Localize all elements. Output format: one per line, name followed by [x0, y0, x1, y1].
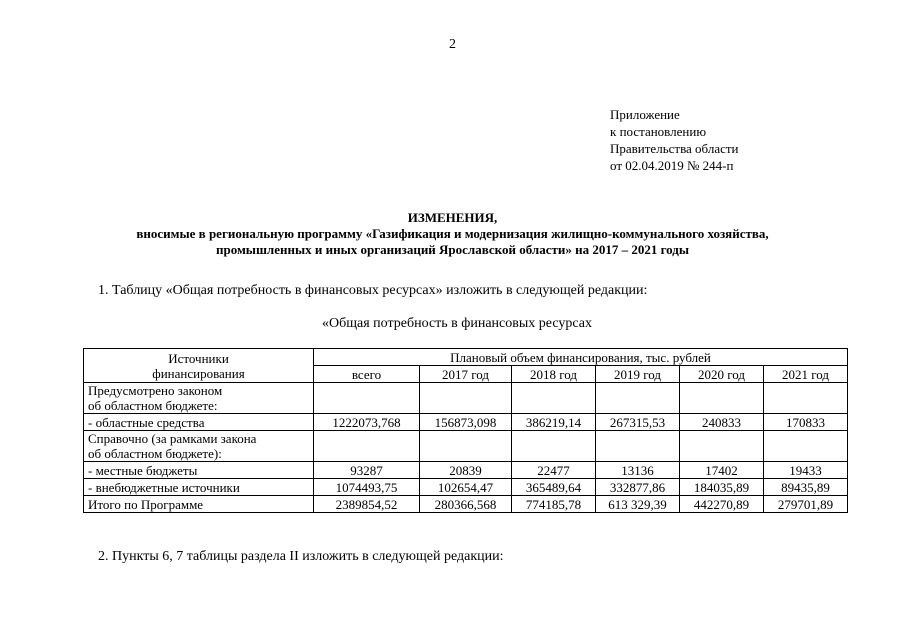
table-cell: 613 329,39	[596, 496, 680, 513]
appendix-line: к постановлению	[610, 124, 707, 139]
table-cell: 184035,89	[680, 479, 764, 496]
table-cell: 267315,53	[596, 414, 680, 431]
empty-cell	[512, 383, 596, 414]
section-label	[84, 431, 314, 462]
section-label-line: Справочно (за рамками закона	[88, 431, 257, 446]
table-cell: 19433	[764, 462, 848, 479]
financing-table	[83, 348, 848, 513]
row-label: - местные бюджеты	[84, 462, 314, 479]
table-row	[84, 414, 848, 431]
section-label-line: Предусмотрено законом	[88, 383, 223, 398]
row-label: - областные средства	[84, 414, 314, 431]
table-cell: 280366,568	[420, 496, 512, 513]
empty-cell	[680, 431, 764, 462]
document-heading	[0, 210, 905, 258]
appendix-line: Приложение	[610, 107, 680, 122]
header-column: 2020 год	[680, 366, 764, 383]
header-column: всего	[314, 366, 420, 383]
table-cell: 442270,89	[680, 496, 764, 513]
table-row-total	[84, 496, 848, 513]
table-header-row	[84, 349, 848, 366]
row-label: - внебюджетные источники	[84, 479, 314, 496]
empty-cell	[314, 383, 420, 414]
table-cell: 20839	[420, 462, 512, 479]
empty-cell	[596, 431, 680, 462]
table-cell: 22477	[512, 462, 596, 479]
header-source	[84, 349, 314, 383]
table-cell: 386219,14	[512, 414, 596, 431]
heading-title: ИЗМЕНЕНИЯ,	[407, 210, 498, 225]
table-caption: «Общая потребность в финансовых ресурсах	[322, 316, 592, 331]
appendix-block	[610, 106, 739, 174]
table-cell: 2389854,52	[314, 496, 420, 513]
appendix-line: Правительства области	[610, 141, 739, 156]
appendix-line: от 02.04.2019 № 244-п	[610, 158, 734, 173]
empty-cell	[596, 383, 680, 414]
table-cell: 774185,78	[512, 496, 596, 513]
header-column: 2017 год	[420, 366, 512, 383]
row-label: Итого по Программе	[84, 496, 314, 513]
section-label	[84, 383, 314, 414]
empty-cell	[764, 383, 848, 414]
header-source-line: Источники	[168, 350, 229, 366]
paragraph-1: 1. Таблицу «Общая потребность в финансовых ресурсах» изложить в следующей редакции:	[98, 283, 648, 298]
empty-cell	[420, 431, 512, 462]
page-number: 2	[449, 37, 456, 52]
table-cell: 156873,098	[420, 414, 512, 431]
empty-cell	[764, 431, 848, 462]
table-row	[84, 383, 848, 414]
header-source-line: финансирования	[152, 365, 245, 381]
table-cell: 1222073,768	[314, 414, 420, 431]
table-cell: 279701,89	[764, 496, 848, 513]
header-column: 2019 год	[596, 366, 680, 383]
paragraph-2: 2. Пункты 6, 7 таблицы раздела II изложить в следующей редакции:	[98, 549, 504, 564]
section-label-line: об областном бюджете:	[88, 398, 218, 413]
table-cell: 17402	[680, 462, 764, 479]
table-cell: 240833	[680, 414, 764, 431]
empty-cell	[314, 431, 420, 462]
heading-line: промышленных и иных организаций Ярославской области» на 2017 – 2021 годы	[215, 242, 690, 257]
header-column: 2021 год	[764, 366, 848, 383]
table-row	[84, 462, 848, 479]
table-cell: 93287	[314, 462, 420, 479]
table-cell: 365489,64	[512, 479, 596, 496]
table-cell: 170833	[764, 414, 848, 431]
table-cell: 1074493,75	[314, 479, 420, 496]
empty-cell	[420, 383, 512, 414]
empty-cell	[680, 383, 764, 414]
table-cell: 332877,86	[596, 479, 680, 496]
table-row	[84, 479, 848, 496]
heading-line: вносимые в региональную программу «Газификация и модернизация жилищно-коммунального хозяйства,	[136, 226, 769, 241]
table-cell: 89435,89	[764, 479, 848, 496]
table-cell: 102654,47	[420, 479, 512, 496]
header-column: 2018 год	[512, 366, 596, 383]
table-cell: 13136	[596, 462, 680, 479]
section-label-line: об областном бюджете):	[88, 446, 222, 461]
table-row	[84, 431, 848, 462]
empty-cell	[512, 431, 596, 462]
header-plan: Плановый объем финансирования, тыс. рублей	[314, 349, 848, 366]
